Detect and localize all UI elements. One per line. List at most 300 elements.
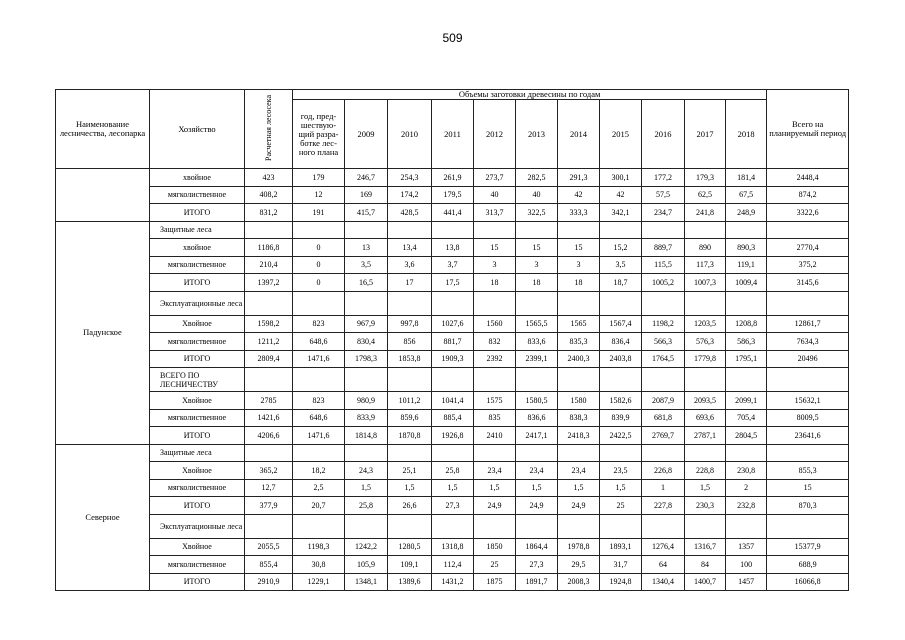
value-cell: 17 (388, 274, 432, 292)
value-cell: 2399,1 (516, 350, 558, 368)
value-cell: 1926,8 (432, 427, 474, 445)
value-cell: 226,8 (642, 462, 685, 480)
table-row (56, 497, 849, 515)
value-cell: 1276,4 (642, 538, 685, 556)
value-cell: 1,5 (685, 479, 726, 497)
value-cell: 1027,6 (432, 315, 474, 333)
value-cell: 1242,2 (345, 538, 388, 556)
empty-cell (685, 514, 726, 538)
value-cell: 1471,6 (293, 427, 345, 445)
value-cell: 2418,3 (558, 427, 600, 445)
value-cell: 177,2 (642, 169, 685, 187)
value-cell: 15632,1 (767, 392, 849, 410)
header-year: 2015 (600, 100, 642, 169)
value-cell: 833,6 (516, 333, 558, 351)
value-cell: 1400,7 (685, 573, 726, 591)
value-cell: 15 (767, 479, 849, 497)
value-cell: 1764,5 (642, 350, 685, 368)
empty-cell (388, 291, 432, 315)
value-cell: 1198,3 (293, 538, 345, 556)
empty-cell (767, 444, 849, 462)
value-cell: 228,8 (685, 462, 726, 480)
value-cell: 1 (642, 479, 685, 497)
value-cell: 1471,6 (293, 350, 345, 368)
empty-cell (600, 291, 642, 315)
value-cell: 1357 (726, 538, 767, 556)
value-cell: 0 (293, 239, 345, 257)
value-cell: 890 (685, 239, 726, 257)
value-cell: 830,4 (345, 333, 388, 351)
value-cell: 1795,1 (726, 350, 767, 368)
value-cell: 1,5 (388, 479, 432, 497)
value-cell: 870,3 (767, 497, 849, 515)
value-cell: 1580,5 (516, 392, 558, 410)
value-cell: 84 (685, 556, 726, 574)
value-cell: 586,3 (726, 333, 767, 351)
value-cell: 24,9 (516, 497, 558, 515)
value-cell: 64 (642, 556, 685, 574)
value-cell: 1211,2 (245, 333, 293, 351)
table-row (56, 556, 849, 574)
value-cell: 210,4 (245, 256, 293, 274)
value-cell: 2,5 (293, 479, 345, 497)
empty-cell (642, 368, 685, 392)
value-cell: 3145,6 (767, 274, 849, 292)
value-cell: 23,4 (558, 462, 600, 480)
value-cell: 261,9 (432, 169, 474, 187)
value-cell: 2785 (245, 392, 293, 410)
value-cell: 1397,2 (245, 274, 293, 292)
value-cell: 2400,3 (558, 350, 600, 368)
table-row (56, 333, 849, 351)
table-row (56, 573, 849, 591)
empty-cell (432, 291, 474, 315)
header-year: 2017 (685, 100, 726, 169)
value-cell: 24,3 (345, 462, 388, 480)
value-cell: 3 (516, 256, 558, 274)
page-number: 509 (442, 31, 463, 45)
value-cell: 2410 (474, 427, 516, 445)
value-cell: 2770,4 (767, 239, 849, 257)
value-cell: 291,3 (558, 169, 600, 187)
value-cell: 23,4 (474, 462, 516, 480)
table-row (56, 350, 849, 368)
value-cell: 1203,5 (685, 315, 726, 333)
value-cell: 1186,8 (245, 239, 293, 257)
empty-cell (726, 514, 767, 538)
empty-cell (345, 221, 388, 239)
header-year: 2013 (516, 100, 558, 169)
value-cell: 1560 (474, 315, 516, 333)
value-cell: 18 (474, 274, 516, 292)
value-cell: 1893,1 (600, 538, 642, 556)
empty-cell (388, 221, 432, 239)
empty-cell (388, 368, 432, 392)
value-cell: 248,9 (726, 204, 767, 222)
value-cell: 12861,7 (767, 315, 849, 333)
value-cell: 25 (474, 556, 516, 574)
value-cell: 230,8 (726, 462, 767, 480)
empty-cell (293, 444, 345, 462)
value-cell: 2 (726, 479, 767, 497)
empty-cell (345, 444, 388, 462)
value-cell: 855,3 (767, 462, 849, 480)
forestry-name-severnoe: Северное (56, 444, 150, 591)
value-cell: 15 (558, 239, 600, 257)
value-cell: 2055,5 (245, 538, 293, 556)
value-cell: 1005,2 (642, 274, 685, 292)
value-cell: 23641,6 (767, 427, 849, 445)
header-allowable-cut (245, 90, 293, 169)
value-cell: 441,4 (432, 204, 474, 222)
value-cell: 234,7 (642, 204, 685, 222)
empty-cell (293, 368, 345, 392)
table-row (56, 315, 849, 333)
value-cell: 1011,2 (388, 392, 432, 410)
value-cell: 3 (558, 256, 600, 274)
value-cell: 1348,1 (345, 573, 388, 591)
empty-cell (767, 221, 849, 239)
value-cell: 576,3 (685, 333, 726, 351)
value-cell: 13 (345, 239, 388, 257)
value-cell: 23,4 (516, 462, 558, 480)
value-cell: 1565,5 (516, 315, 558, 333)
value-cell: 109,1 (388, 556, 432, 574)
value-cell: 3,5 (600, 256, 642, 274)
value-cell: 1567,4 (600, 315, 642, 333)
value-cell: 2804,5 (726, 427, 767, 445)
value-cell: 57,5 (642, 186, 685, 204)
empty-cell (245, 514, 293, 538)
value-cell: 27,3 (516, 556, 558, 574)
farm-category: Хвойное (150, 392, 245, 410)
empty-cell (293, 514, 345, 538)
value-cell: 18,7 (600, 274, 642, 292)
header-year: 2018 (726, 100, 767, 169)
empty-cell (516, 221, 558, 239)
value-cell: 232,8 (726, 497, 767, 515)
table-row (56, 462, 849, 480)
value-cell: 24,9 (558, 497, 600, 515)
empty-cell (474, 444, 516, 462)
value-cell: 3322,6 (767, 204, 849, 222)
value-cell: 25,8 (432, 462, 474, 480)
value-cell: 169 (345, 186, 388, 204)
empty-cell (345, 368, 388, 392)
empty-cell (642, 514, 685, 538)
farm-category: мягколиственное (150, 556, 245, 574)
value-cell: 1316,7 (685, 538, 726, 556)
value-cell: 889,7 (642, 239, 685, 257)
empty-cell (245, 368, 293, 392)
farm-category: ИТОГО (150, 350, 245, 368)
value-cell: 322,5 (516, 204, 558, 222)
section-label: Эксплуатационные леса (150, 291, 245, 315)
harvest-volume-table (55, 89, 849, 591)
value-cell: 16,5 (345, 274, 388, 292)
value-cell: 230,3 (685, 497, 726, 515)
value-cell: 428,5 (388, 204, 432, 222)
empty-cell (245, 444, 293, 462)
value-cell: 835,3 (558, 333, 600, 351)
value-cell: 191 (293, 204, 345, 222)
empty-cell (600, 444, 642, 462)
value-cell: 179 (293, 169, 345, 187)
value-cell: 1864,4 (516, 538, 558, 556)
value-cell: 115,5 (642, 256, 685, 274)
header-year: 2009 (345, 100, 388, 169)
empty-cell (388, 514, 432, 538)
value-cell: 15 (516, 239, 558, 257)
value-cell: 117,3 (685, 256, 726, 274)
empty-cell (642, 291, 685, 315)
empty-cell (767, 368, 849, 392)
value-cell: 881,7 (432, 333, 474, 351)
farm-category: Хвойное (150, 538, 245, 556)
value-cell: 13,4 (388, 239, 432, 257)
value-cell: 342,1 (600, 204, 642, 222)
value-cell: 823 (293, 392, 345, 410)
value-cell: 25,8 (345, 497, 388, 515)
section-label: Эксплуатационные леса (150, 514, 245, 538)
farm-category: ИТОГО (150, 274, 245, 292)
empty-cell (726, 444, 767, 462)
value-cell: 1009,4 (726, 274, 767, 292)
value-cell: 1779,8 (685, 350, 726, 368)
empty-cell (685, 291, 726, 315)
table-row (56, 479, 849, 497)
header-year: 2014 (558, 100, 600, 169)
value-cell: 12 (293, 186, 345, 204)
value-cell: 1891,7 (516, 573, 558, 591)
value-cell: 1853,8 (388, 350, 432, 368)
value-cell: 1909,3 (432, 350, 474, 368)
table-row (56, 239, 849, 257)
value-cell: 835 (474, 409, 516, 427)
value-cell: 3,7 (432, 256, 474, 274)
empty-cell (345, 514, 388, 538)
farm-category: Хвойное (150, 315, 245, 333)
empty-cell (726, 291, 767, 315)
value-cell: 29,5 (558, 556, 600, 574)
value-cell: 2093,5 (685, 392, 726, 410)
value-cell: 273,7 (474, 169, 516, 187)
value-cell: 2403,8 (600, 350, 642, 368)
value-cell: 26,6 (388, 497, 432, 515)
value-cell: 25 (600, 497, 642, 515)
farm-category: ИТОГО (150, 204, 245, 222)
value-cell: 1598,2 (245, 315, 293, 333)
empty-cell (474, 514, 516, 538)
empty-cell (432, 368, 474, 392)
section-row (56, 514, 849, 538)
value-cell: 105,9 (345, 556, 388, 574)
value-cell: 2809,4 (245, 350, 293, 368)
value-cell: 1041,4 (432, 392, 474, 410)
value-cell: 1421,6 (245, 409, 293, 427)
value-cell: 838,3 (558, 409, 600, 427)
value-cell: 1870,8 (388, 427, 432, 445)
value-cell: 3,5 (345, 256, 388, 274)
value-cell: 246,7 (345, 169, 388, 187)
value-cell: 2417,1 (516, 427, 558, 445)
header-year: 2011 (432, 100, 474, 169)
section-row (56, 221, 849, 239)
empty-cell (558, 221, 600, 239)
value-cell: 997,8 (388, 315, 432, 333)
empty-cell (516, 368, 558, 392)
value-cell: 4206,6 (245, 427, 293, 445)
section-label: Защитные леса (150, 221, 245, 239)
value-cell: 1,5 (432, 479, 474, 497)
section-label: Защитные леса (150, 444, 245, 462)
value-cell: 67,5 (726, 186, 767, 204)
empty-cell (474, 291, 516, 315)
value-cell: 2008,3 (558, 573, 600, 591)
value-cell: 1814,8 (345, 427, 388, 445)
header-volumes-by-year: Объемы заготовки древесины по годам (293, 90, 767, 100)
value-cell: 2787,1 (685, 427, 726, 445)
section-row (56, 444, 849, 462)
farm-category: хвойное (150, 239, 245, 257)
header-total: Всего на планируемый период (767, 90, 849, 169)
section-row (56, 291, 849, 315)
table-row (56, 409, 849, 427)
table-row (56, 256, 849, 274)
empty-cell (432, 444, 474, 462)
empty-cell (558, 368, 600, 392)
value-cell: 17,5 (432, 274, 474, 292)
header-prev-year: год, пред-шествую-щий разра-ботке лес-ного плана (293, 100, 345, 169)
empty-cell (474, 221, 516, 239)
value-cell: 823 (293, 315, 345, 333)
value-cell: 18 (558, 274, 600, 292)
section-label: ВСЕГО ПО ЛЕСНИЧЕСТВУ (150, 368, 245, 392)
value-cell: 856 (388, 333, 432, 351)
value-cell: 30,8 (293, 556, 345, 574)
value-cell: 1389,6 (388, 573, 432, 591)
empty-cell (474, 368, 516, 392)
value-cell: 23,5 (600, 462, 642, 480)
value-cell: 2769,7 (642, 427, 685, 445)
value-cell: 705,4 (726, 409, 767, 427)
farm-category: Хвойное (150, 462, 245, 480)
value-cell: 20,7 (293, 497, 345, 515)
value-cell: 2448,4 (767, 169, 849, 187)
empty-cell (432, 514, 474, 538)
value-cell: 832 (474, 333, 516, 351)
empty-cell (685, 221, 726, 239)
value-cell: 693,6 (685, 409, 726, 427)
value-cell: 13,8 (432, 239, 474, 257)
value-cell: 1,5 (474, 479, 516, 497)
farm-category: ИТОГО (150, 497, 245, 515)
value-cell: 119,1 (726, 256, 767, 274)
empty-cell (516, 514, 558, 538)
table-row (56, 204, 849, 222)
value-cell: 566,3 (642, 333, 685, 351)
header-year: 2010 (388, 100, 432, 169)
header-year: 2012 (474, 100, 516, 169)
value-cell: 2099,1 (726, 392, 767, 410)
empty-cell (600, 368, 642, 392)
value-cell: 648,6 (293, 333, 345, 351)
value-cell: 1978,8 (558, 538, 600, 556)
table-row (56, 538, 849, 556)
farm-category: ИТОГО (150, 573, 245, 591)
empty-cell (726, 368, 767, 392)
value-cell: 15377,9 (767, 538, 849, 556)
value-cell: 980,9 (345, 392, 388, 410)
value-cell: 1580 (558, 392, 600, 410)
value-cell: 1,5 (516, 479, 558, 497)
value-cell: 1875 (474, 573, 516, 591)
table-row (56, 392, 849, 410)
value-cell: 377,9 (245, 497, 293, 515)
value-cell: 1582,6 (600, 392, 642, 410)
value-cell: 885,4 (432, 409, 474, 427)
value-cell: 415,7 (345, 204, 388, 222)
empty-cell (767, 514, 849, 538)
value-cell: 688,9 (767, 556, 849, 574)
value-cell: 27,3 (432, 497, 474, 515)
value-cell: 874,2 (767, 186, 849, 204)
table-row (56, 274, 849, 292)
farm-category: мягколиственное (150, 409, 245, 427)
empty-cell (293, 291, 345, 315)
value-cell: 282,5 (516, 169, 558, 187)
value-cell: 1280,5 (388, 538, 432, 556)
empty-cell (558, 444, 600, 462)
value-cell: 15 (474, 239, 516, 257)
value-cell: 1198,2 (642, 315, 685, 333)
forestry-name-continued (56, 169, 150, 222)
value-cell: 333,3 (558, 204, 600, 222)
value-cell: 7634,3 (767, 333, 849, 351)
empty-cell (516, 444, 558, 462)
value-cell: 423 (245, 169, 293, 187)
empty-cell (767, 291, 849, 315)
header-year: 2016 (642, 100, 685, 169)
empty-cell (558, 291, 600, 315)
table-row (56, 186, 849, 204)
value-cell: 100 (726, 556, 767, 574)
value-cell: 40 (516, 186, 558, 204)
value-cell: 1,5 (600, 479, 642, 497)
header-allowable-cut-text: Расчетная лесосека (264, 95, 273, 161)
farm-category: ИТОГО (150, 427, 245, 445)
value-cell: 179,3 (685, 169, 726, 187)
value-cell: 375,2 (767, 256, 849, 274)
value-cell: 227,8 (642, 497, 685, 515)
farm-category: хвойное (150, 169, 245, 187)
value-cell: 1457 (726, 573, 767, 591)
value-cell: 839,9 (600, 409, 642, 427)
value-cell: 42 (600, 186, 642, 204)
empty-cell (345, 291, 388, 315)
empty-cell (432, 221, 474, 239)
value-cell: 859,6 (388, 409, 432, 427)
value-cell: 313,7 (474, 204, 516, 222)
value-cell: 855,4 (245, 556, 293, 574)
farm-category: мягколиственное (150, 333, 245, 351)
value-cell: 967,9 (345, 315, 388, 333)
farm-category: мягколиственное (150, 256, 245, 274)
farm-category: мягколиственное (150, 186, 245, 204)
value-cell: 15,2 (600, 239, 642, 257)
value-cell: 181,4 (726, 169, 767, 187)
value-cell: 1431,2 (432, 573, 474, 591)
